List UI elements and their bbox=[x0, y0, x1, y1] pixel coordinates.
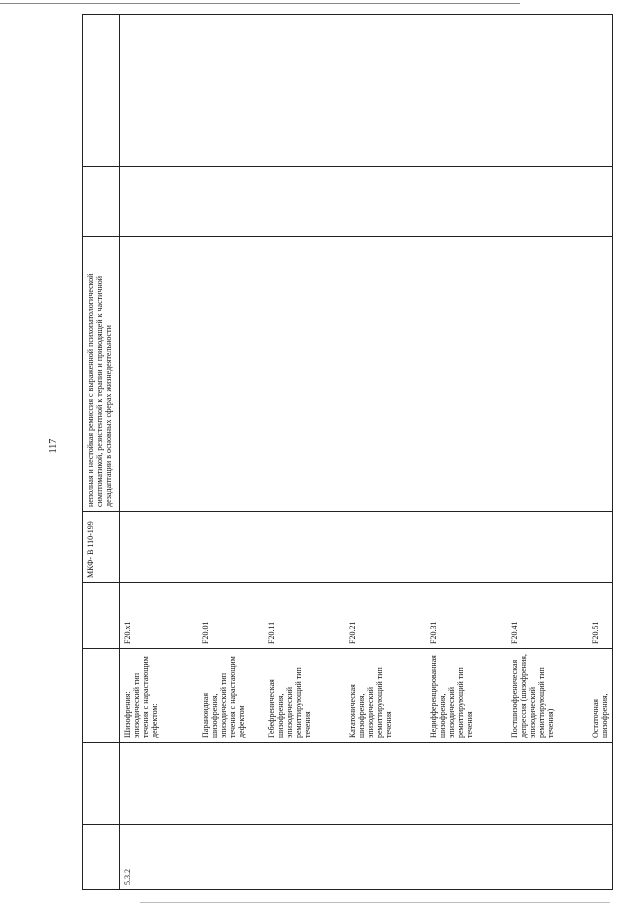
classifier-cell bbox=[120, 512, 613, 583]
diagnosis-code: F20.x1 bbox=[123, 621, 132, 644]
header-cell-diagnosis bbox=[83, 649, 120, 743]
extra-cell-2 bbox=[120, 15, 613, 167]
top-rule bbox=[0, 3, 520, 4]
header-cell-number bbox=[83, 825, 120, 890]
table-container bbox=[82, 15, 609, 890]
diagnosis-name: Параноидная шизофрения, эпизодический тип течения с нарастающим дефектом bbox=[201, 656, 246, 738]
header-cell-extra-2 bbox=[83, 15, 120, 167]
header-row bbox=[83, 15, 120, 890]
diagnosis-cell bbox=[120, 649, 613, 743]
diagnosis-code: F20.31 bbox=[429, 621, 438, 644]
diagnosis-code: F20.41 bbox=[510, 621, 519, 644]
bottom-rule bbox=[140, 902, 610, 903]
header-cell-extra-1 bbox=[83, 167, 120, 237]
diagnosis-name: Остаточная шизофрения, bbox=[591, 693, 609, 738]
header-cell-remission: неполная и нестойкая ремиссия с выраженной психопатологической симптоматикой, резистентной к терапии и приводящей к частичной дезадаптации в основных сферах жизнедеятельности bbox=[83, 237, 120, 512]
header-cell-classifier: МКФ- В 110-199 bbox=[83, 512, 120, 583]
diagnosis-name: Постшизофреническая депрессия (шизофрения, эпизодический ремиттирующий тип течения) bbox=[510, 654, 555, 738]
diagnosis-code: F20.11 bbox=[267, 621, 276, 644]
header-cell-group bbox=[83, 743, 120, 825]
remission-cell bbox=[120, 237, 613, 512]
row-number-cell: 5.3.2 bbox=[120, 825, 613, 890]
row-group-cell bbox=[120, 743, 613, 825]
diagnosis-name: Недифференцированная шизофрения, эпизодический ремиттирующий тип течения bbox=[429, 655, 474, 738]
code-cell bbox=[120, 583, 613, 649]
diagnosis-code: F20.21 bbox=[348, 621, 357, 644]
diagnosis-name: Кататоническая шизофрения, эпизодический ремиттирующий тип течения bbox=[348, 667, 393, 738]
diagnosis-code: F20.01 bbox=[201, 621, 210, 644]
diagnosis-name: Шизофрения: эпизодический тип течения с нарастающим дефектом: bbox=[123, 656, 159, 738]
diagnosis-name: Гебефреническая шизофрения, эпизодический ремиттирующий тип течения bbox=[267, 667, 312, 738]
table-row bbox=[120, 15, 613, 890]
page-number: 117 bbox=[48, 438, 59, 454]
extra-cell-1 bbox=[120, 167, 613, 237]
diagnosis-code: F20.51 bbox=[591, 621, 600, 644]
criteria-table bbox=[82, 14, 613, 890]
header-cell-code bbox=[83, 583, 120, 649]
